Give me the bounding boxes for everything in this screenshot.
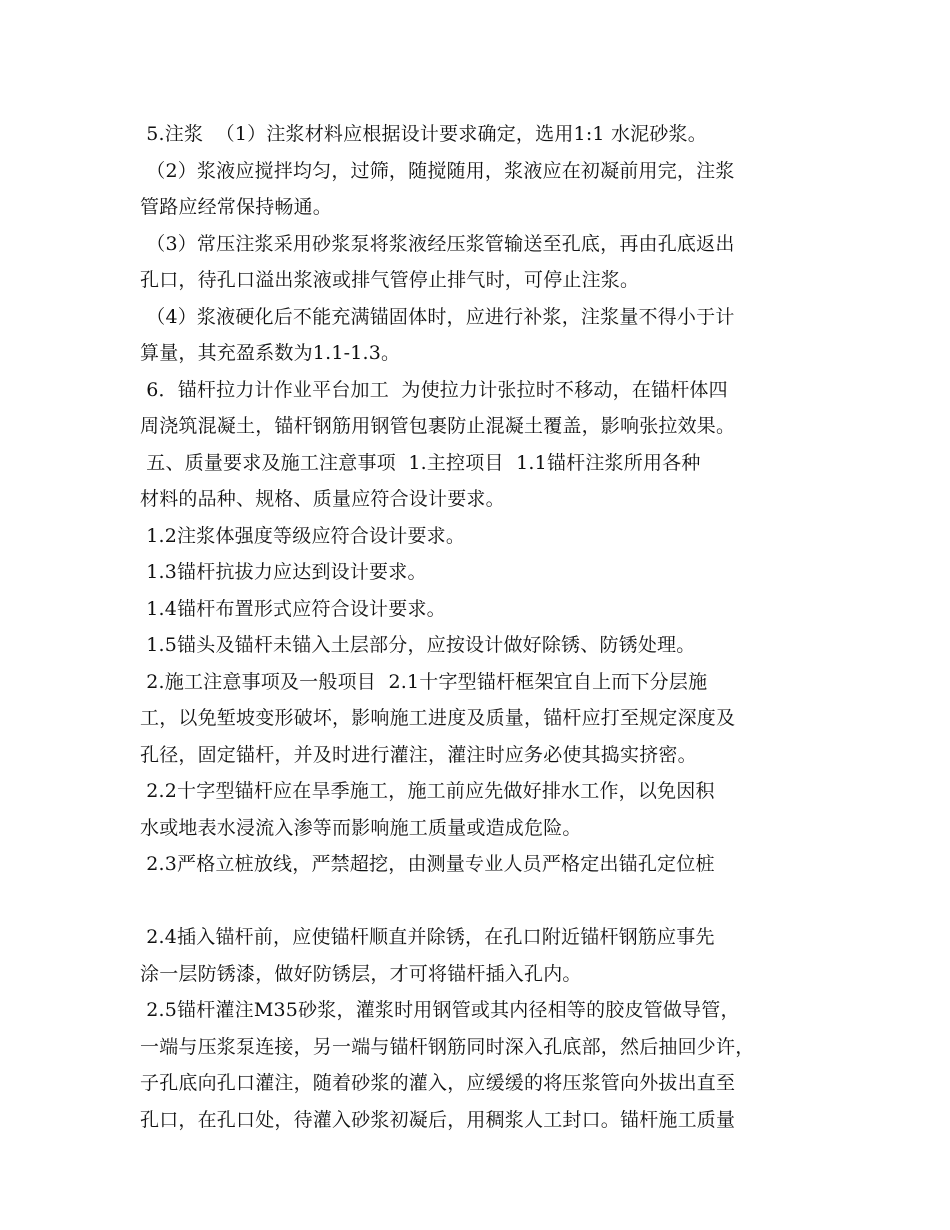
text-line: 子孔底向孔口灌注，随着砂浆的灌入，应缓缓的将压浆管向外拔出直至 <box>140 1072 736 1094</box>
text-line: （3）常压注浆采用砂浆泵将浆液经压浆管输送至孔底，再由孔底返出 <box>140 232 735 255</box>
text-line: 5.注浆 （1）注浆材料应根据设计要求确定，选用1:1 水泥砂浆。 <box>140 123 707 145</box>
text-line: （4）浆液硬化后不能充满锚固体时，应进行补浆，注浆量不得小于计 <box>140 305 735 328</box>
document-body <box>140 116 830 1138</box>
text-line: 6．锚杆拉力计作业平台加工 为使拉力计张拉时不移动，在锚杆体四 <box>140 378 728 401</box>
text-line: 1.4锚杆布置形式应符合设计要求。 <box>140 597 446 620</box>
text-line: 一端与压浆泵连接，另一端与锚杆钢筋同时深入孔底部，然后抽回少许， <box>140 1035 755 1058</box>
text-line: 1.2注浆体强度等级应符合设计要求。 <box>140 524 466 547</box>
text-line: 管路应经常保持畅通。 <box>140 196 333 218</box>
text-line: 工，以免堑坡变形破坏，影响施工进度及质量，锚杆应打至规定深度及 <box>140 707 736 729</box>
blank-line <box>140 883 830 920</box>
text-line: 2.2十字型锚杆应在旱季施工，施工前应先做好排水工作，以免因积 <box>140 780 715 802</box>
text-line: 涂一层防锈漆，做好防锈层，才可将锚杆插入孔内。 <box>140 962 582 985</box>
text-line: 1.3锚杆抗拔力应达到设计要求。 <box>140 561 427 583</box>
text-line: 算量，其充盈系数为1.1-1.3。 <box>140 342 401 364</box>
text-line: 孔口，待孔口溢出浆液或排气管停止排气时，可停止注浆。 <box>140 269 640 291</box>
text-line: 五、质量要求及施工注意事项 1.主控项目 1.1锚杆注浆所用各种 <box>140 451 701 474</box>
text-line: 2.5锚杆灌注M35砂浆，灌浆时用钢管或其内径相等的胶皮管做导管， <box>140 999 740 1021</box>
text-line: 周浇筑混凝土，锚杆钢筋用钢管包裹防止混凝土覆盖，影响张拉效果。 <box>140 415 736 437</box>
text-line: 水或地表水浸流入渗等而影响施工质量或造成危险。 <box>140 816 582 839</box>
text-line: 孔口，在孔口处，待灌入砂浆初凝后，用稠浆人工封口。锚杆施工质量 <box>140 1108 736 1131</box>
text-line: （2）浆液应搅拌均匀，过筛，随搅随用，浆液应在初凝前用完，注浆 <box>140 159 735 182</box>
text-line: 孔径，固定锚杆，并及时进行灌注，灌注时应务必使其捣实挤密。 <box>140 743 697 766</box>
text-line: 材料的品种、规格、质量应符合设计要求。 <box>140 488 505 510</box>
text-line: 2.施工注意事项及一般项目 2.1十字型锚杆框架宜自上而下分层施 <box>140 670 708 693</box>
text-line: 1.5锚头及锚杆未锚入土层部分，应按设计做好除锈、防锈处理。 <box>140 634 696 656</box>
text-line: 2.3严格立桩放线，严禁超挖，由测量专业人员严格定出锚孔定位桩 <box>140 853 715 875</box>
text-line: 2.4插入锚杆前，应使锚杆顺直并除锈，在孔口附近锚杆钢筋应事先 <box>140 926 715 948</box>
